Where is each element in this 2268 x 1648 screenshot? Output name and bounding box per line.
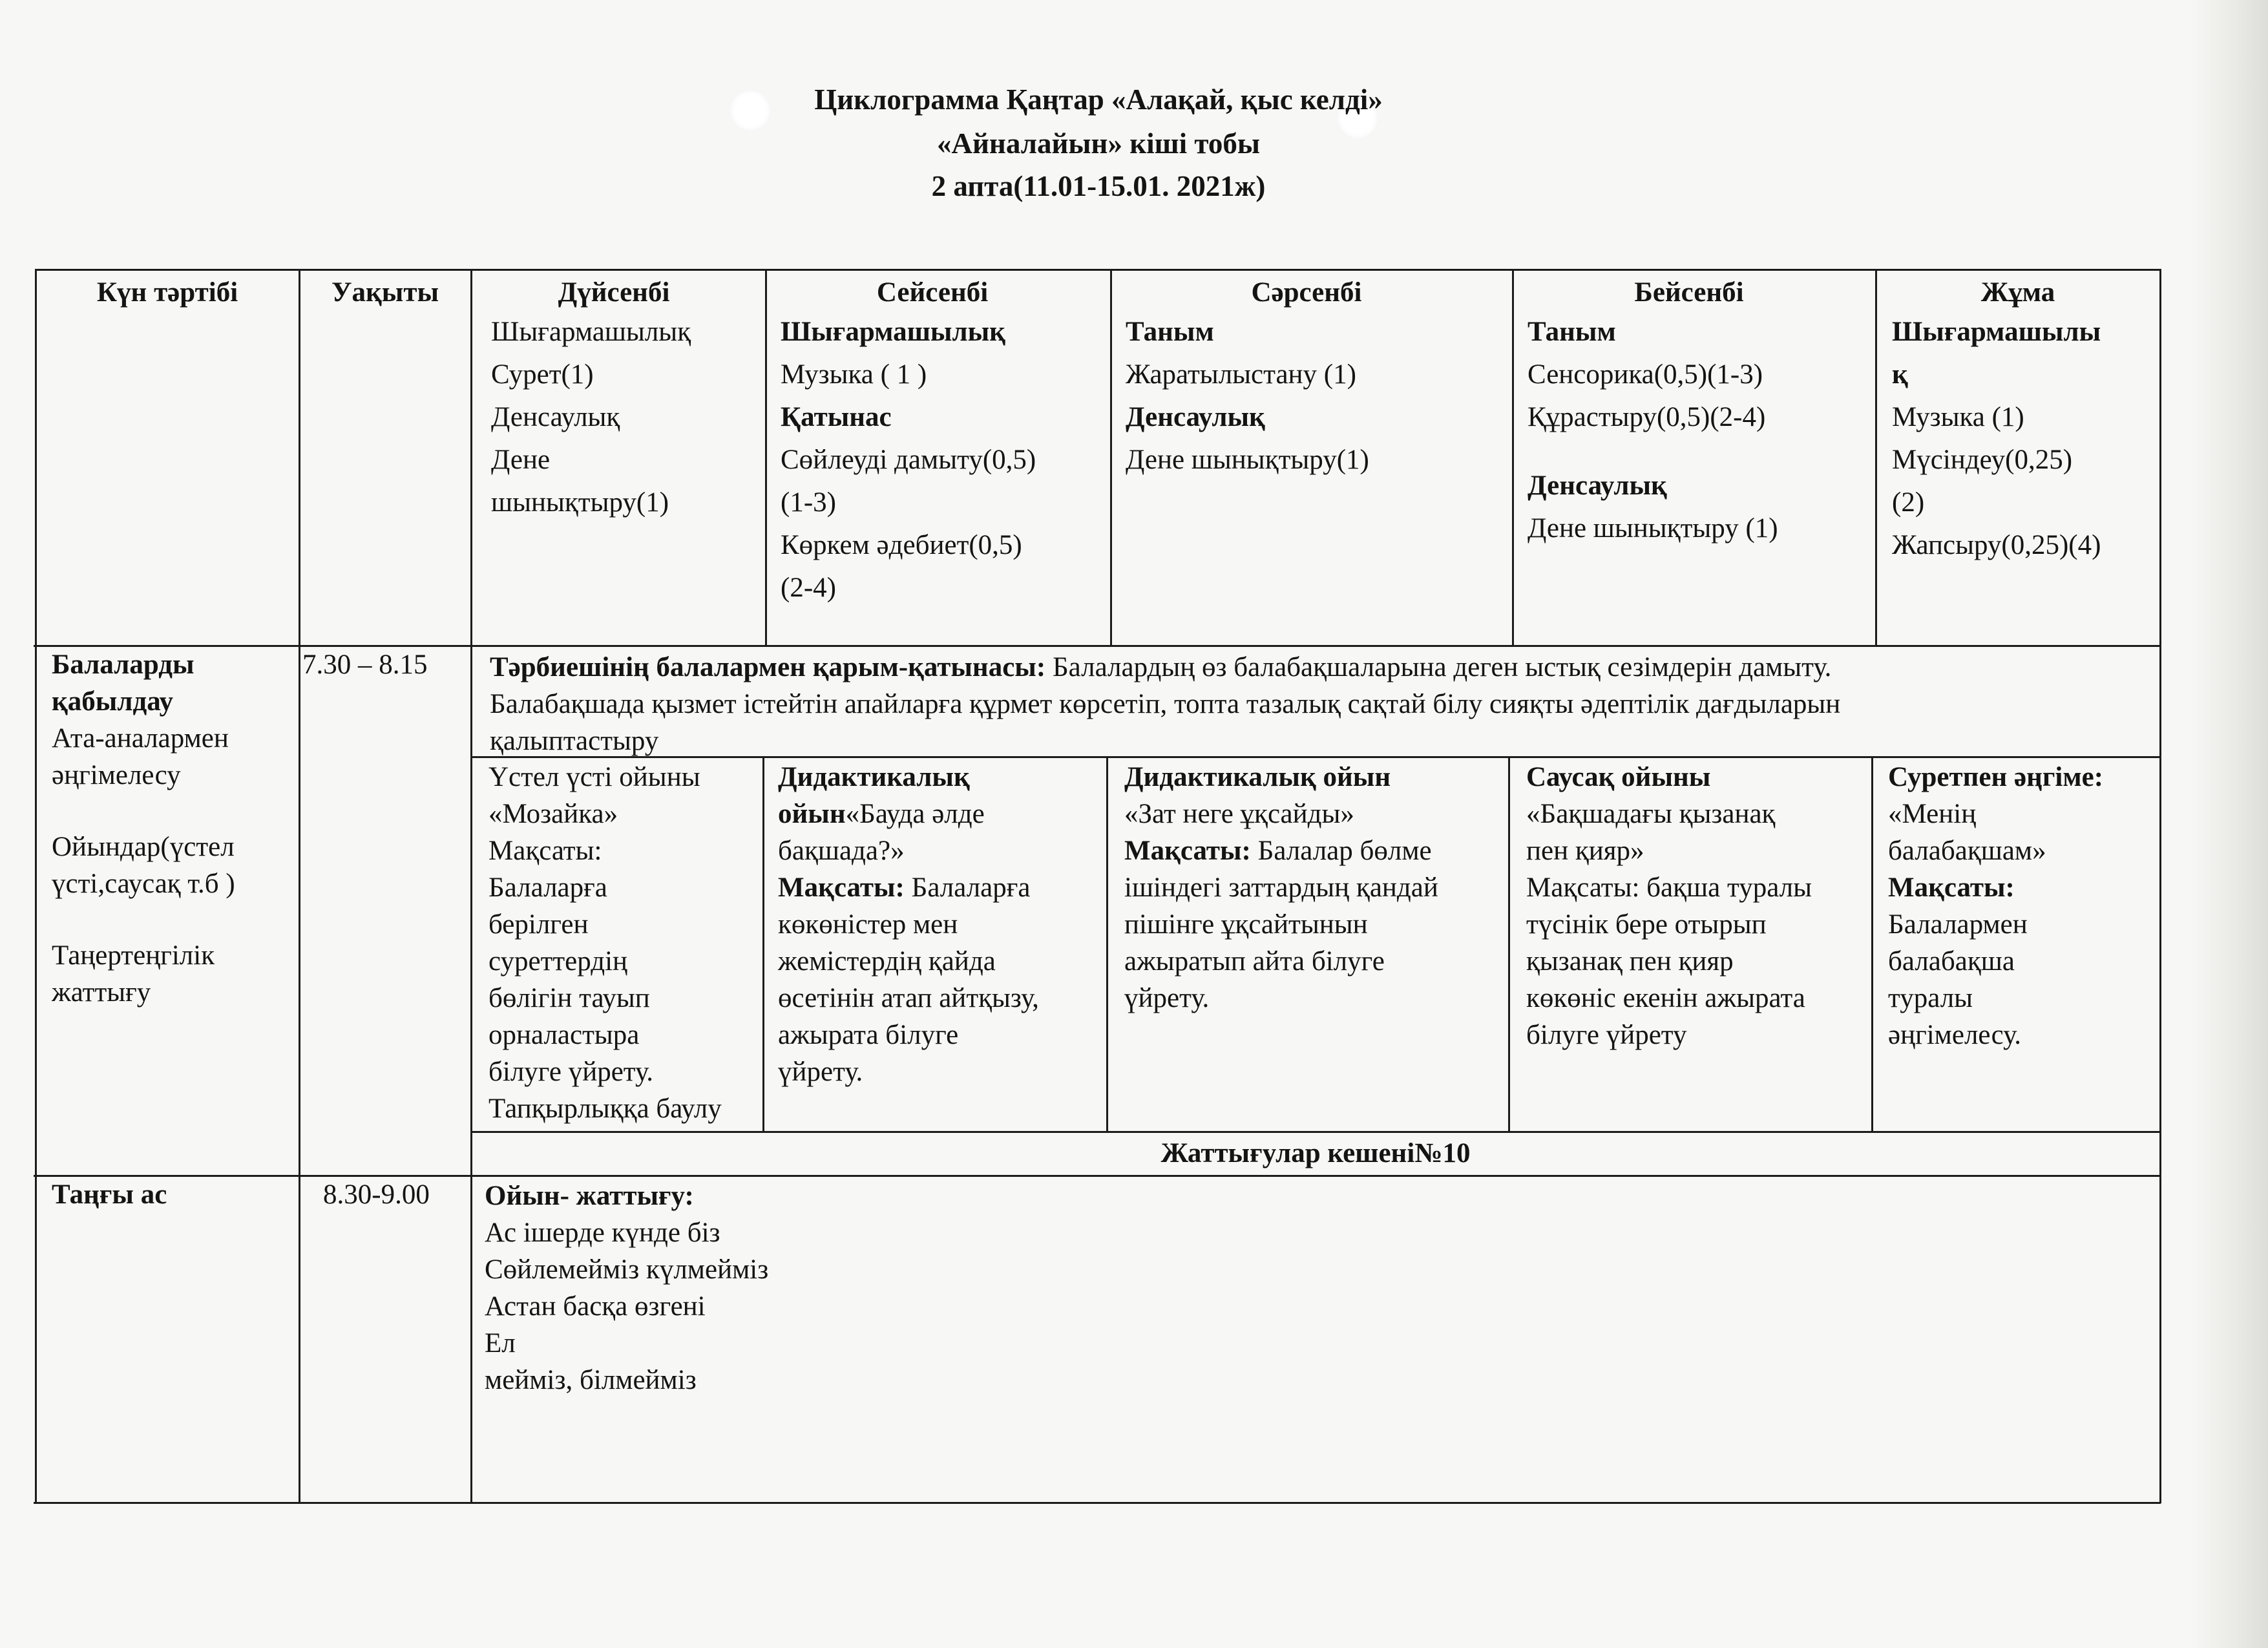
activity-line: берілген	[488, 909, 589, 940]
activity-line: қызанақ пен қияр	[1526, 946, 1734, 977]
poem-line: мейміз, білмейміз	[485, 1365, 697, 1395]
activity-bold: Суретпен әңгіме:	[1888, 762, 2104, 792]
breakfast-label: Ойын- жаттығу:	[485, 1181, 694, 1211]
table-border-right	[2159, 269, 2161, 1503]
col-divider-tuesday	[762, 756, 764, 1132]
friday-line: Мүсіндеу(0,25)	[1892, 445, 2073, 475]
activity-bold: Дидактикалық	[778, 762, 970, 792]
header-monday	[491, 274, 762, 524]
col-divider-time	[299, 269, 300, 1503]
tuesday-area: Қатынас	[781, 402, 892, 432]
activity-line: ажырата білуге	[778, 1020, 959, 1050]
regime-breakfast: Таңғы ас	[52, 1179, 167, 1210]
regime-reception	[52, 646, 297, 1011]
activity-thursday	[1526, 759, 1869, 1053]
monday-line: Сурет(1)	[491, 359, 594, 390]
poem-line: Сөйлемейміз күлмейміз	[485, 1254, 769, 1285]
monday-day: Дүйсенбі	[558, 277, 670, 308]
header-tuesday	[781, 274, 1104, 609]
regime-line: Таңертеңгілік	[52, 940, 215, 971]
regime-line: Ата-аналармен	[52, 723, 229, 754]
activity-line: пен қияр»	[1526, 836, 1644, 866]
tuesday-line: Сөйлеуді дамыту(0,5)	[781, 445, 1036, 475]
communication-label: Тәрбиешінің балалармен қарым-қатынасы:	[490, 652, 1046, 682]
wednesday-day: Сәрсенбі	[1251, 277, 1362, 308]
activity-line: пішінге ұқсайтынын	[1124, 909, 1368, 940]
activity-title: «Бауда әлде	[845, 799, 985, 829]
activity-line: суреттердің	[488, 946, 628, 977]
thursday-area: Денсаулық	[1528, 470, 1667, 501]
activity-line: өсетінін атап айтқызу,	[778, 983, 1039, 1013]
regime-line: Ойындар(үстел	[52, 832, 235, 862]
goal-label: Мақсаты:	[778, 872, 905, 903]
col-divider-friday	[1871, 756, 1873, 1132]
header-thursday	[1528, 274, 1870, 550]
activity-line: «Мозайка»	[488, 799, 618, 829]
tuesday-day: Сейсенбі	[876, 277, 989, 308]
activity-line: Үстел үсті ойыны	[488, 762, 700, 792]
activity-line: көкөністер мен	[778, 909, 958, 940]
friday-line: (2)	[1892, 487, 1925, 518]
col-divider-wednesday-head	[1110, 269, 1112, 646]
activity-line: Балалармен	[1888, 909, 2028, 940]
exercise-complex: Жаттығулар кешені№10	[1160, 1138, 1471, 1168]
activity-line: «Менің	[1888, 799, 1977, 829]
monday-line: Дене	[491, 445, 551, 475]
tuesday-area: Шығармашылық	[781, 317, 1005, 347]
activity-line: орналастыра	[488, 1020, 640, 1050]
thursday-area: Таным	[1528, 317, 1616, 347]
monday-line: Денсаулық	[491, 402, 620, 432]
table-border-bottom	[34, 1502, 2161, 1504]
activity-line: Тапқырлыққа баулу	[488, 1093, 722, 1124]
week-dates: 2 апта(11.01-15.01. 2021ж)	[931, 170, 1266, 202]
communication-text: қалыптастыру	[490, 726, 659, 756]
col-divider-friday-head	[1875, 269, 1877, 646]
breakfast-time: 8.30-9.00	[323, 1179, 430, 1210]
poem-line: Ел	[485, 1328, 516, 1358]
activity-title: «Зат неге ұқсайды»	[1124, 799, 1354, 829]
monday-line: шынықтыру(1)	[491, 487, 669, 518]
header-regime: Күн тәртібі	[96, 277, 238, 308]
activity-monday	[488, 759, 760, 1127]
thursday-line: Дене шынықтыру (1)	[1528, 513, 1778, 544]
activity-line: Мақсаты: бақша туралы	[1526, 872, 1812, 903]
activity-friday	[1888, 759, 2157, 1053]
col-divider-thursday-head	[1512, 269, 1514, 646]
table-border-top	[35, 269, 2161, 271]
activity-line: жемістердің қайда	[778, 946, 996, 977]
activity-line: Мақсаты:	[488, 836, 602, 866]
activity-bold: ойын	[778, 799, 846, 829]
activity-line: «Бақшадағы қызанақ	[1526, 799, 1776, 829]
activity-title: бақшада?»	[778, 836, 905, 866]
regime-title: Балаларды	[52, 650, 194, 680]
tuesday-line: (1-3)	[781, 487, 836, 518]
friday-area: қ	[1892, 359, 1908, 390]
activity-line: білуге үйрету	[1526, 1020, 1687, 1050]
activity-line: Балаларға	[488, 872, 607, 903]
regime-title: қабылдау	[52, 686, 174, 717]
activity-line: білуге үйрету.	[488, 1057, 653, 1087]
friday-line: Жапсыру(0,25)(4)	[1892, 530, 2101, 560]
poem-line: Астан басқа өзгені	[485, 1291, 706, 1322]
activity-line: ішіндегі заттардың қандай	[1124, 872, 1438, 903]
monday-line: Шығармашылық	[491, 317, 691, 347]
goal-label: Мақсаты:	[1888, 872, 2015, 903]
thursday-line: Сенсорика(0,5)(1-3)	[1528, 359, 1763, 390]
tuesday-line: Көркем әдебиет(0,5)	[781, 530, 1022, 560]
activity-line: түсінік бере отырып	[1526, 909, 1767, 940]
header-time: Уақыты	[331, 277, 439, 308]
regime-line: жаттығу	[52, 977, 151, 1008]
activity-line: Балалар бөлме	[1250, 836, 1432, 866]
activity-tuesday	[778, 759, 1104, 1090]
activity-line: ажыратып айта білуге	[1124, 946, 1385, 977]
communication-text: Балабақшада қызмет істейтін апайларға құрмет көрсетіп, топта тазалық сақтай білу сияқты әдептілік дағдыларын	[490, 689, 1841, 719]
col-divider-tuesday-head	[765, 269, 767, 646]
activity-bold: Дидактикалық ойын	[1124, 762, 1391, 792]
document-title: Циклограмма Қаңтар «Алақай, қыс келді»	[814, 83, 1383, 116]
communication-text: Балалардың өз балабақшаларына деген ыстық сезімдерін дамыту.	[1045, 652, 1832, 682]
tuesday-line: Музыка ( 1 )	[781, 359, 927, 390]
header-friday	[1892, 274, 2157, 567]
friday-line: Музыка (1)	[1892, 402, 2024, 432]
activity-line: туралы	[1888, 983, 1973, 1013]
reception-time: 7.30 – 8.15	[302, 650, 428, 680]
wednesday-line: Дене шынықтыру(1)	[1126, 445, 1369, 475]
activity-line: балабақша	[1888, 946, 2015, 977]
teacher-communication	[490, 649, 2157, 759]
regime-line: үсті,саусақ т.б )	[52, 869, 235, 899]
activity-bold: Саусақ ойыны	[1526, 762, 1711, 792]
wednesday-area: Таным	[1126, 317, 1214, 347]
col-divider-wednesday	[1106, 756, 1108, 1132]
page-edge-shadow	[2190, 0, 2268, 1648]
thursday-line: Құрастыру(0,5)(2-4)	[1528, 402, 1766, 432]
activity-line: бөлігін тауып	[488, 983, 650, 1013]
activity-line: үйрету.	[778, 1057, 863, 1087]
goal-label: Мақсаты:	[1124, 836, 1251, 866]
regime-line: әңгімелесу	[52, 760, 181, 790]
friday-day: Жұма	[1980, 277, 2055, 308]
friday-area: Шығармашылы	[1892, 317, 2101, 347]
activity-line: Балаларға	[904, 872, 1031, 903]
group-name: «Айналайын» кіші тобы	[936, 127, 1261, 160]
header-wednesday	[1126, 274, 1507, 481]
activity-line: балабақшам»	[1888, 836, 2046, 866]
thursday-day: Бейсенбі	[1634, 277, 1744, 308]
activity-wednesday	[1124, 759, 1507, 1017]
activity-line: үйрету.	[1124, 983, 1210, 1013]
col-divider-thursday	[1508, 756, 1510, 1132]
activity-line: көкөніс екенін ажырата	[1526, 983, 1805, 1013]
wednesday-line: Жаратылыстану (1)	[1126, 359, 1356, 390]
tuesday-line: (2-4)	[781, 573, 836, 603]
table-border-left	[35, 269, 37, 1503]
wednesday-area: Денсаулық	[1126, 402, 1265, 432]
col-divider-monday	[470, 269, 472, 1503]
activity-line: әңгімелесу.	[1888, 1020, 2022, 1050]
poem-line: Ас ішерде күнде біз	[485, 1218, 720, 1248]
breakfast-content	[485, 1178, 2152, 1399]
activities-row-bottom	[472, 1131, 2161, 1133]
